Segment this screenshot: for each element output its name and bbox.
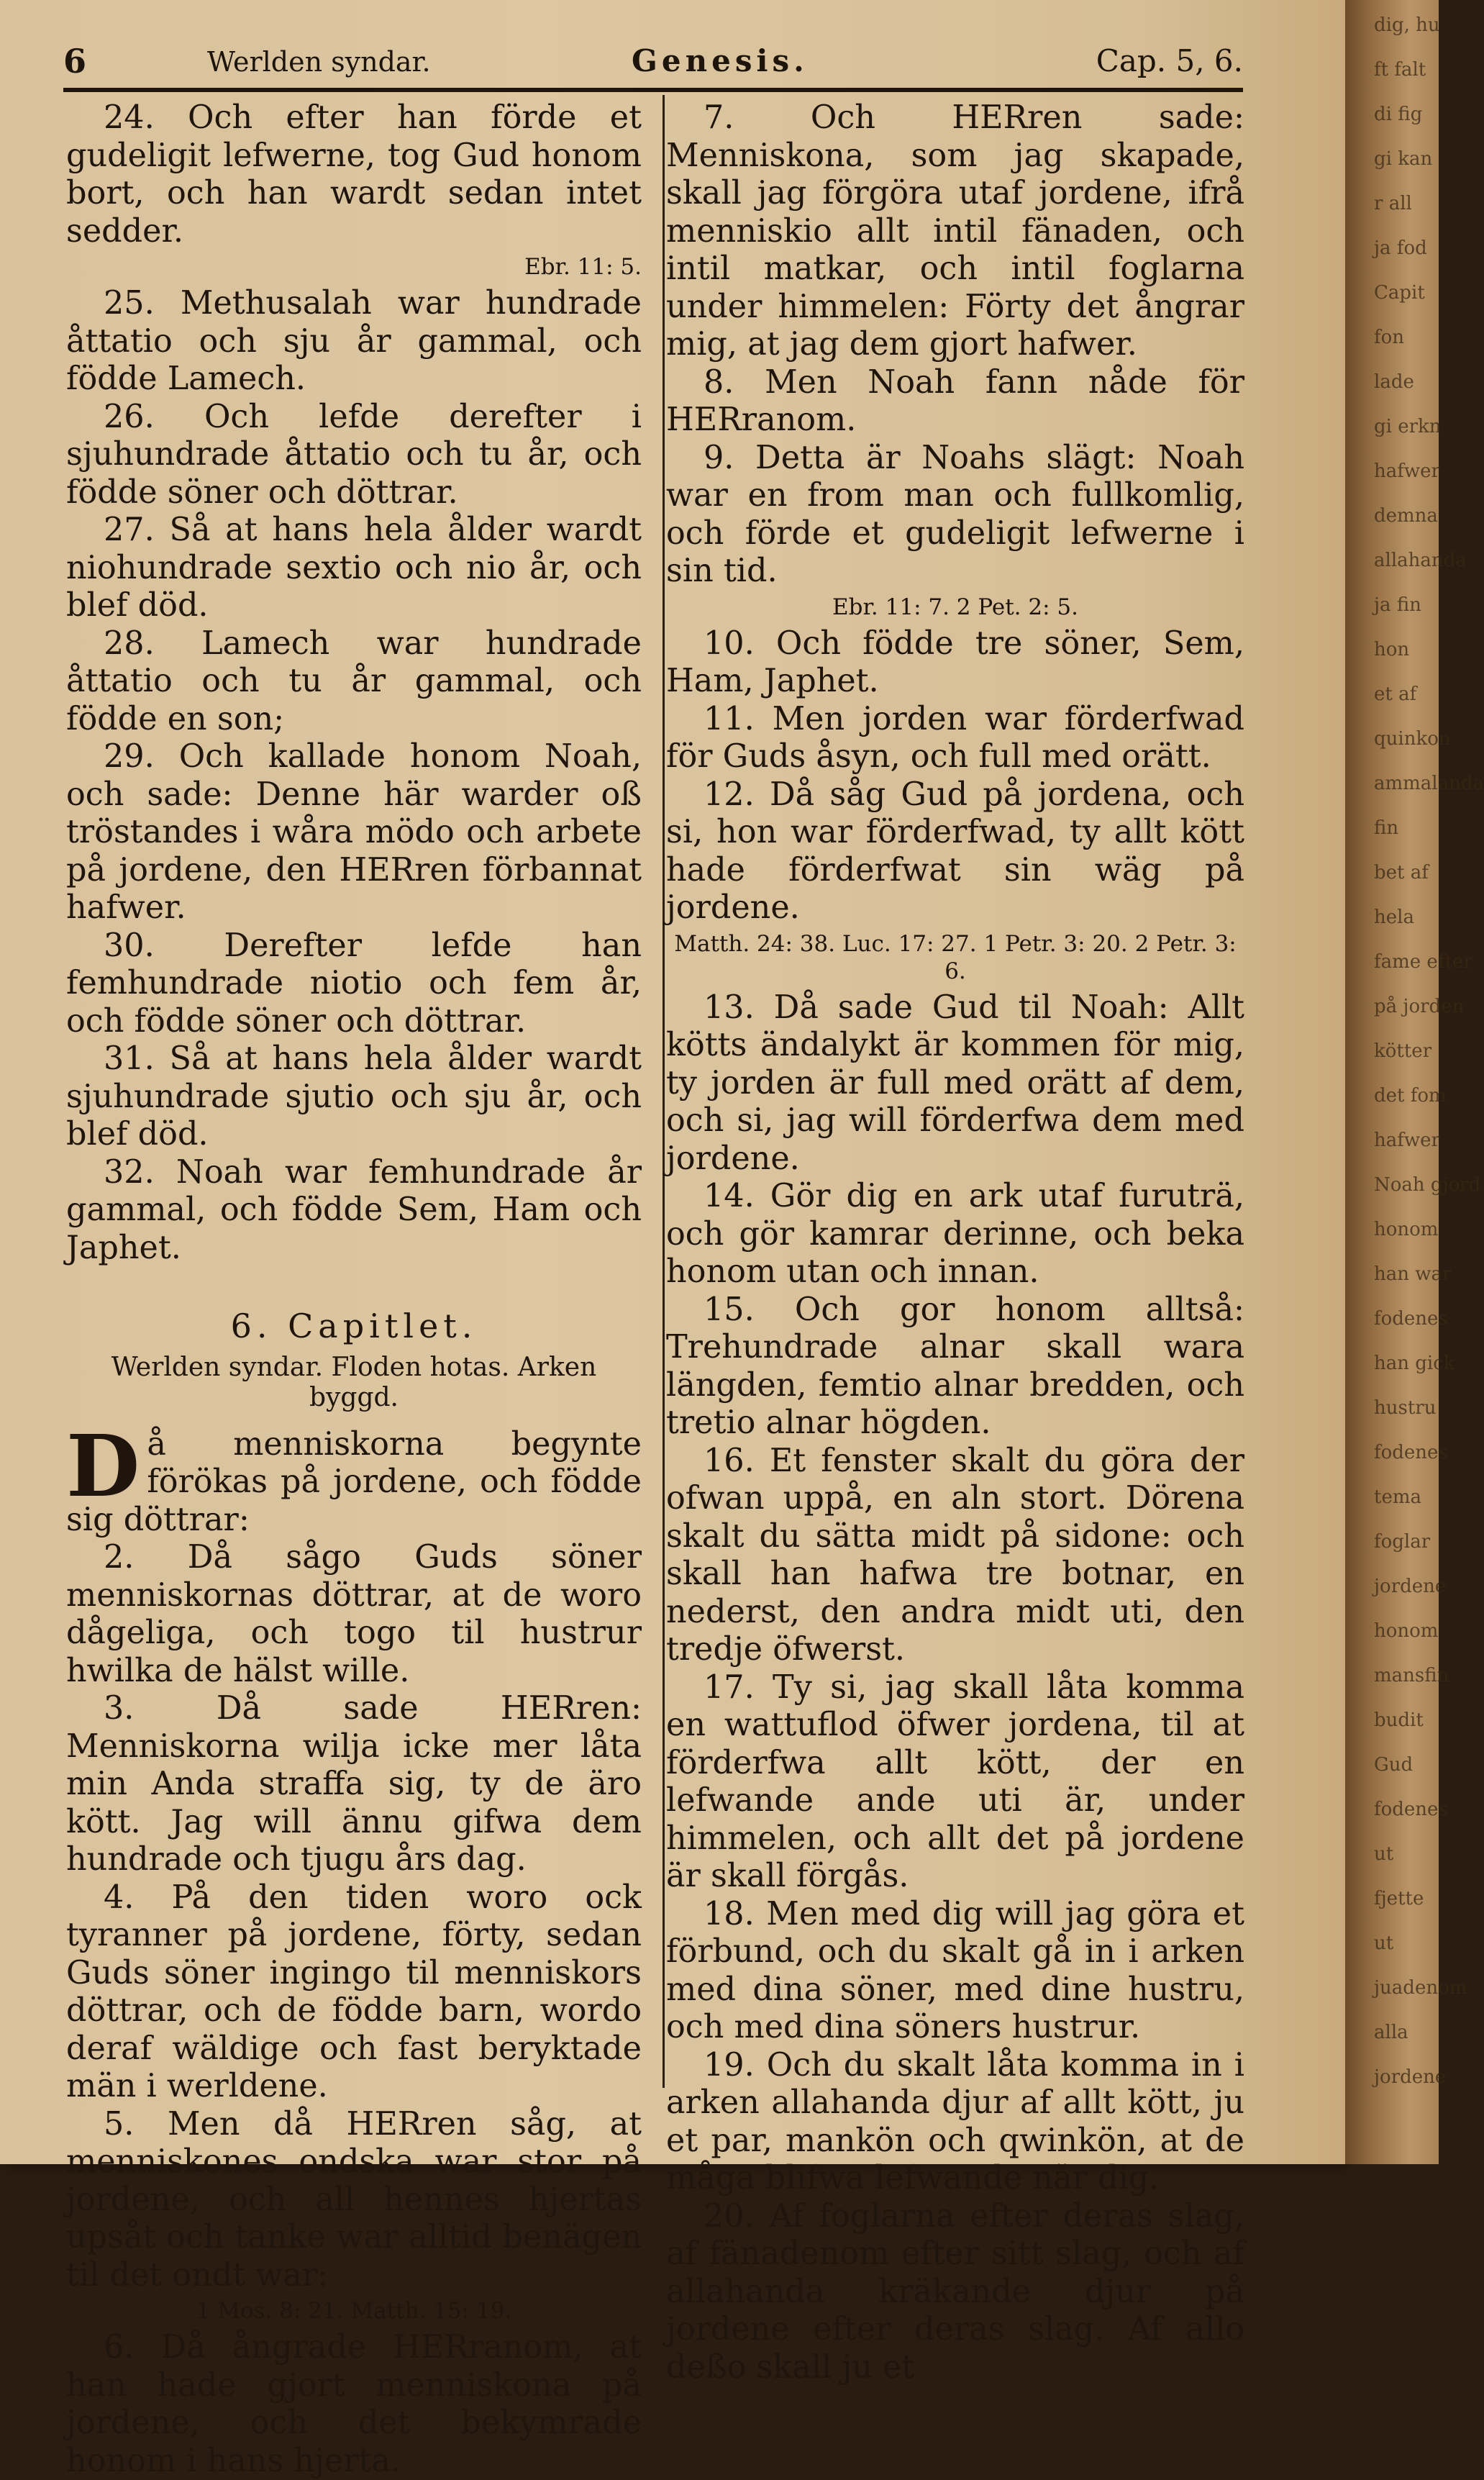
gutter-text-fragment: alla (1374, 2022, 1408, 2043)
gutter-text-fragment: demna (1374, 505, 1438, 527)
gutter-text-fragment: jordene (1374, 1576, 1447, 1597)
verse: 27. Så at hans hela ålder wardt niohundrade sextio och nio år, och blef död. (66, 512, 642, 624)
gutter-text-fragment: hustru (1374, 1397, 1437, 1419)
book-title: Genesis. (632, 43, 809, 78)
cross-reference: 1 Mos. 8: 21. Matth. 15: 19. (196, 2298, 512, 2324)
gutter-text-fragment: ft falt (1374, 59, 1426, 81)
gutter-text-fragment: et af (1374, 683, 1417, 705)
verse: 18. Men med dig will jag göra et förbund, och du skalt gå in i arken med dina söner, med dine hustru, och med dina söners hustrur. (666, 1895, 1244, 2045)
gutter-text-fragment: fon (1374, 327, 1405, 348)
drop-cap: D (66, 1415, 140, 1516)
verse: 3. Då sade HERren: Menniskorna wilja icke mer låta min Anda straffa sig, ty de äro kött. Jag will ännu gifwa dem hundrade och tjugu års dag. (66, 1690, 642, 1878)
cross-reference: Matth. 24: 38. Luc. 17: 27. 1 Petr. 3: 20. 2 Petr. 3: 6. (674, 930, 1237, 984)
verse: 13. Då sade Gud til Noah: Allt kötts ändalykt är kommen för mig, ty jorden är full med orätt af dem, och si, jag will förderfwa dem med jordene. (666, 989, 1244, 1177)
verse: 19. Och du skalt låta komma in i arken allahanda djur af allt kött, ju et par, mankön och qwinkön, at de måga blifwa lefwande när dig. (666, 2046, 1244, 2197)
gutter-text-fragment: r all (1374, 193, 1412, 214)
gutter-text-fragment: honom (1374, 1219, 1439, 1240)
gutter-text-fragment: han war (1374, 1263, 1452, 1285)
page-header (63, 42, 1243, 85)
gutter-text-fragment: fodenes (1374, 1799, 1448, 1820)
gutter-text-fragment: tema (1374, 1486, 1421, 1508)
verse: 5. Men då HERren såg, at menniskones ondska war stor på jordene, och all hennes hjertas upsåt och tanke war alltid benägen til det ondt war: (66, 2105, 642, 2294)
first-verse-text: å menniskorna begynte förökas på jordene, och födde sig döttrar: (66, 1425, 642, 1538)
gutter-text-fragment: fodenes (1374, 1308, 1448, 1330)
gutter-text-fragment: hela (1374, 907, 1414, 928)
adjacent-page-edge (1345, 0, 1484, 2164)
verse: 26. Och lefde derefter i sjuhundrade åttatio och tu år, och födde söner och döttrar. (66, 398, 642, 511)
gutter-text-fragment: fame efter (1374, 951, 1472, 973)
gutter-text-fragment: bet af (1374, 862, 1429, 884)
verse: 6. Då ångrade HERranom, at han hade gjort menniskona på jordene, och det bekymrade honom i hans hjerta. (66, 2329, 642, 2479)
gutter-text-fragment: ut (1374, 1843, 1394, 1865)
verse: 25. Methusalah war hundrade åttatio och sju år gammal, och födde Lamech. (66, 285, 642, 397)
gutter-text-fragment: fjette (1374, 1888, 1424, 1909)
gutter-text-fragment: di fig (1374, 104, 1423, 125)
verse: 24. Och efter han förde et gudeligit lefwerne, tog Gud honom bort, och han wardt sedan intet sedder. (66, 99, 642, 250)
page-number: 6 (63, 42, 87, 81)
gutter-text-fragment: Noah gjord (1374, 1174, 1481, 1196)
gutter-text-fragment: på jorden (1374, 996, 1465, 1017)
verse: 16. Et fenster skalt du göra der ofwan uppå, en aln stort. Dörena skalt du sätta midt på sidone: och skall han hafwa tre botnar, en nederst, den andra midt uti, den tredje öfwerst. (666, 1442, 1244, 1668)
cross-reference: Ebr. 11: 7. 2 Pet. 2: 5. (832, 594, 1078, 620)
gutter-text-fragment: ut (1374, 1932, 1394, 1954)
gutter-text-fragment: kötter (1374, 1040, 1432, 1062)
verse: 14. Gör dig en ark utaf furuträ, och gör kamrar derinne, och beka honom utan och innan. (666, 1178, 1244, 1290)
verse: 29. Och kallade honom Noah, och sade: Denne här warder oß tröstandes i wåra mödo och arbete på jordene, den HERren förbannat hafwer. (66, 738, 642, 926)
gutter-text-fragment: dig, hu (1374, 14, 1440, 36)
verse: 28. Lamech war hundrade åttatio och tu år gammal, och födde en son; (66, 624, 642, 737)
gutter-text-fragment: fodenes (1374, 1442, 1448, 1463)
verse: 32. Noah war femhundrade år gammal, och födde Sem, Ham och Japhet. (66, 1153, 642, 1266)
gutter-text-fragment: Gud (1374, 1754, 1414, 1776)
gutter-text-fragment: jordene (1374, 2066, 1447, 2088)
verse: 9. Detta är Noahs slägt: Noah war en from man och fullkomlig, och förde et gudeligit lefwerne i sin tid. (666, 439, 1244, 589)
gutter-text-fragment: allahanda (1374, 550, 1467, 571)
gutter-text-fragment: gi erkn (1374, 416, 1442, 437)
verse: 2. Då sågo Guds söner menniskornas döttrar, at de woro dågeliga, och togo til hustrur hwilka de hälst wille. (66, 1539, 642, 1689)
verse: 30. Derefter lefde han femhundrade niotio och fem år, och födde söner och döttrar. (66, 927, 642, 1040)
gutter-text-fragment: Capit (1374, 282, 1425, 304)
left-column (66, 99, 642, 2480)
gutter-text-fragment: ja fod (1374, 237, 1427, 259)
gutter-text-fragment: budit (1374, 1709, 1424, 1731)
gutter-text-fragment: hafwer (1374, 460, 1440, 482)
verse: 12. Då såg Gud på jordena, och si, hon war förderfwad, ty allt kött hade förderfwat sin wäg på jordene. (666, 776, 1244, 926)
verse: 8. Men Noah fann nåde för HERranom. (666, 363, 1244, 438)
verse: 7. Och HERren sade: Menniskona, som jag skapade, skall jag förgöra utaf jordene, ifrå menniskio allt intil fänaden, och intil matkar, och intil foglarna under himmelen: Förty det ångrar mig, at jag dem gjort hafwer. (666, 99, 1244, 363)
gutter-text-fragment: lade (1374, 371, 1414, 393)
gutter-text-fragment: fin (1374, 817, 1399, 839)
verse: 15. Och gor honom alltså: Trehundrade alnar skall wara längden, femtio alnar bredden, och tretio alnar högden. (666, 1291, 1244, 1441)
chapter-heading: 6. Capitlet. (230, 1307, 478, 1345)
column-divider (663, 95, 665, 2088)
verse: 17. Ty si, jag skall låta komma en wattuflod öfwer jordena, til at förderfwa allt kött, der en lefwande ande uti är, under himmelen, och allt det på jordene är skall förgås. (666, 1668, 1244, 1894)
gutter-text-fragment: hon (1374, 639, 1410, 660)
chapter-summary: Werlden syndar. Floden hotas. Arken byggd. (111, 1352, 597, 1412)
gutter-text-fragment: foglar (1374, 1531, 1431, 1553)
gutter-text-fragment: det fom (1374, 1085, 1447, 1107)
gutter-text-fragment: han gick (1374, 1353, 1455, 1374)
verse: 10. Och födde tre söner, Sem, Ham, Japhet. (666, 624, 1244, 699)
gutter-text-fragment: quinkon (1374, 728, 1451, 750)
gutter-text-fragment: gi kan (1374, 148, 1433, 170)
running-title: Werlden syndar. (207, 46, 431, 78)
gutter-text-fragment: ja fin (1374, 594, 1421, 616)
header-rule (63, 88, 1243, 92)
gutter-text-fragment: mansfin (1374, 1665, 1449, 1686)
verse: 20. Af foglarna efter deras slag, af fänadenom efter sitt slag, och af allahanda kräkande djur på jordene efter deras slag. Af allo deßo skall ju et (666, 2197, 1244, 2386)
gutter-text-fragment: hafwer (1374, 1130, 1440, 1151)
cross-reference: Ebr. 11: 5. (524, 254, 642, 280)
gutter-text-fragment: juadenom (1374, 1977, 1467, 1999)
first-verse (66, 1415, 642, 1540)
chapter-reference: Cap. 5, 6. (1096, 43, 1243, 78)
gutter-text-fragment: honom (1374, 1620, 1439, 1642)
verse: 11. Men jorden war förderfwad för Guds åsyn, och full med orätt. (666, 700, 1244, 775)
verse: 4. På den tiden woro ock tyranner på jordene, förty, sedan Guds söner ingingo til menniskors döttrar, och de födde barn, wordo deraf wäldige och fast beryktade män i werldene. (66, 1879, 642, 2104)
right-column (666, 99, 1244, 2386)
gutter-text-fragment: ammalanda (1374, 773, 1484, 794)
verse: 31. Så at hans hela ålder wardt sjuhundrade sjutio och sju år, och blef död. (66, 1040, 642, 1153)
